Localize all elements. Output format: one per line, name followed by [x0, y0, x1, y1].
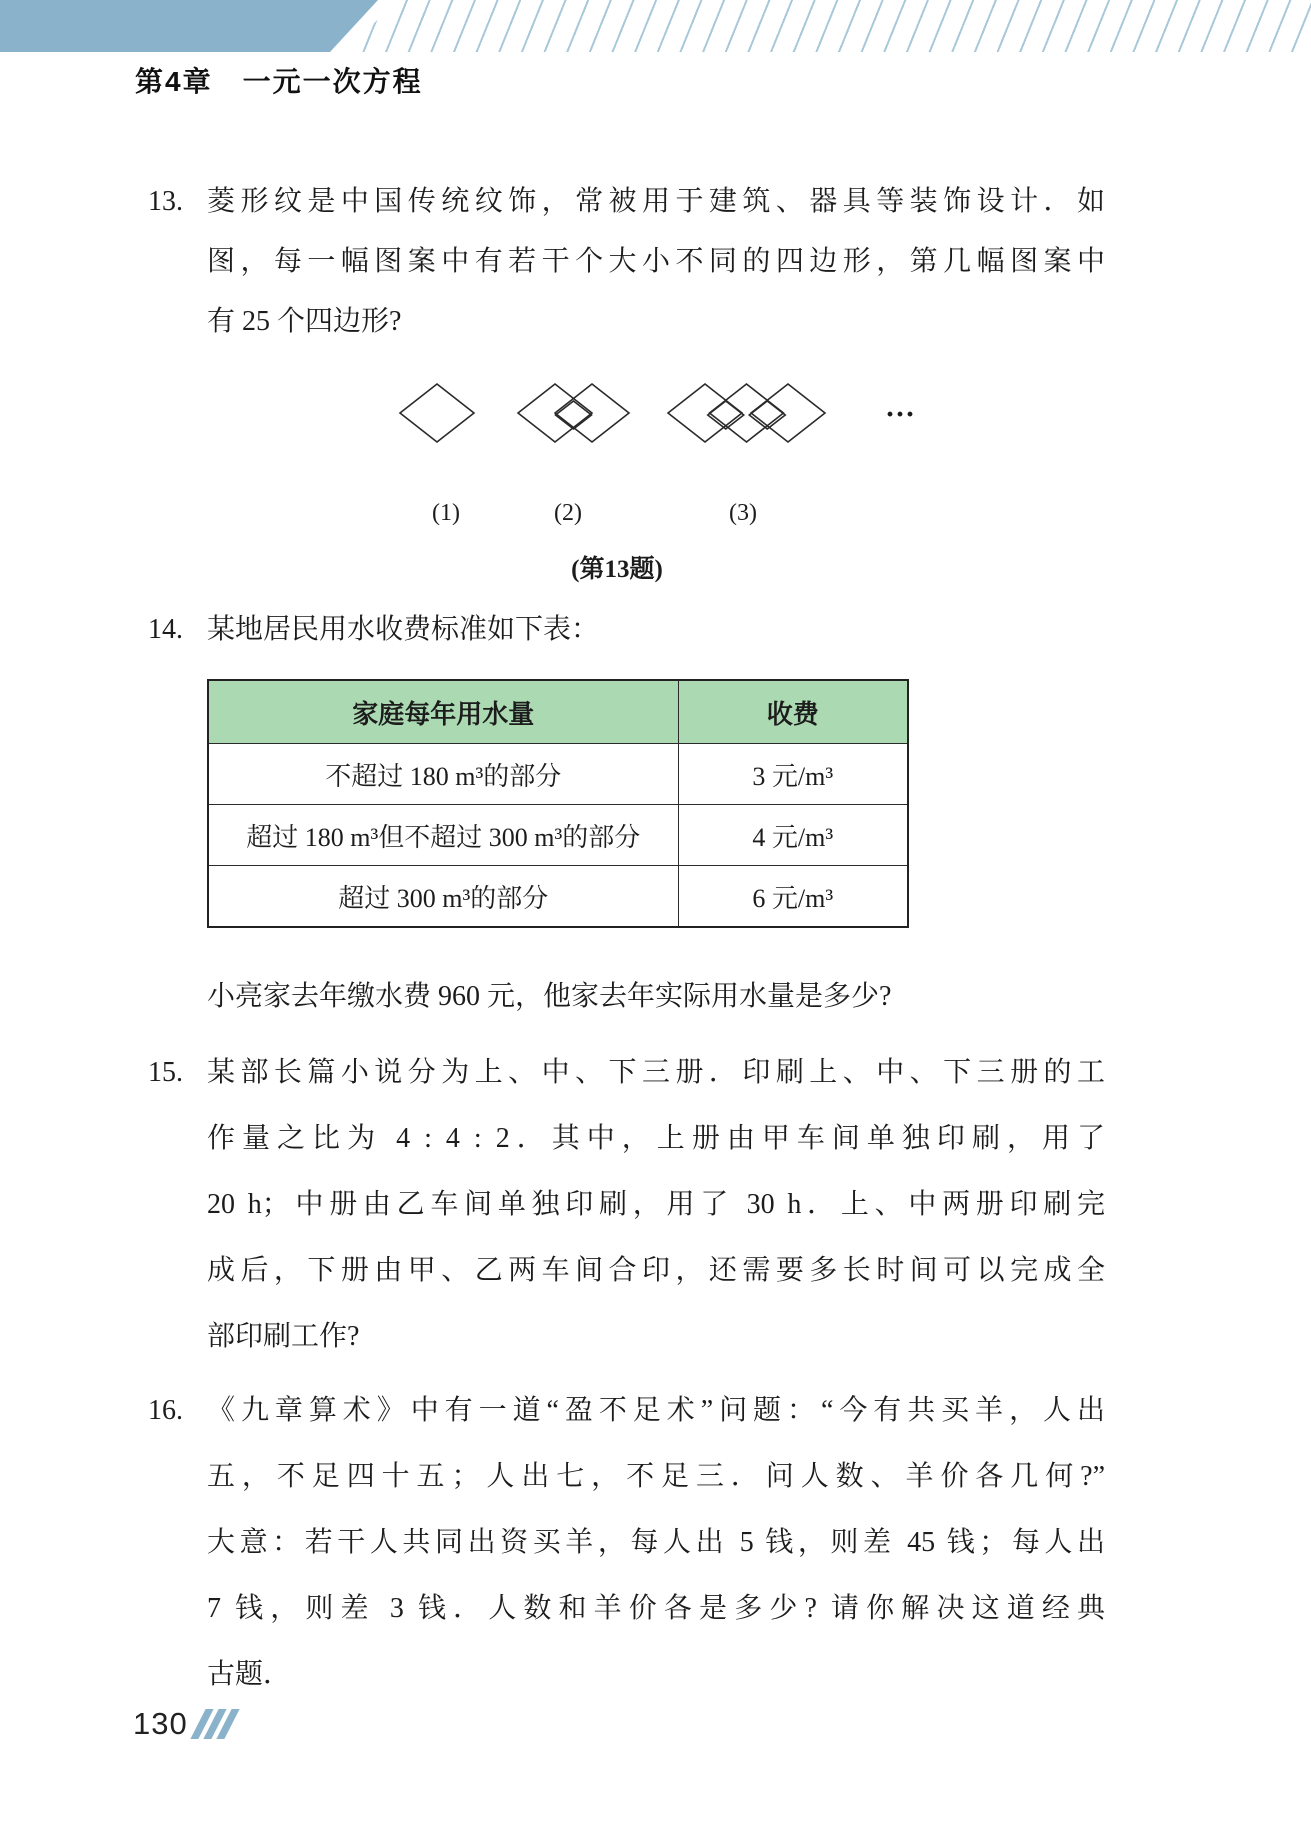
problem-16-line: 五，不足四十五；人出七，不足三．问人数、羊价各几何?” [207, 1461, 1105, 1492]
problem-15-line: 成后，下册由甲、乙两车间合印，还需要多长时间可以完成全 [207, 1255, 1105, 1286]
problem-16 [148, 1378, 1105, 1708]
problem-15-line: 作量之比为 4 : 4 : 2．其中，上册由甲车间单独印刷，用了 [207, 1123, 1105, 1154]
diamond-large [751, 384, 825, 442]
problem-15 [148, 1040, 1105, 1370]
problem-15-number: 15. [148, 1057, 183, 1088]
diamond-large [668, 384, 742, 442]
usage-cell: 超过 180 m³但不超过 300 m³的部分 [208, 805, 678, 866]
page-footer [133, 1706, 237, 1742]
table-header-row [208, 680, 908, 744]
table-row [208, 866, 908, 928]
figure-label-3: (3) [729, 500, 757, 526]
diamond-pattern-figure [300, 380, 960, 450]
problem-15-line: 20 h；中册由乙车间单独印刷，用了 30 h．上、中两册印刷完 [207, 1189, 1105, 1220]
problem-15-line: 某部长篇小说分为上、中、下三册．印刷上、中、下三册的工 [207, 1057, 1105, 1088]
problem-16-line: 古题． [207, 1659, 292, 1690]
header-banner-shape [0, 0, 378, 52]
problem-14 [148, 608, 1105, 652]
figure-label-2: (2) [554, 500, 582, 526]
table-header-usage: 家庭每年用水量 [208, 680, 678, 744]
diamond-small [556, 401, 592, 429]
diamond-large [710, 384, 784, 442]
figure-caption: (第13题) [571, 556, 663, 583]
figure-label-1: (1) [432, 500, 460, 526]
problem-16-number: 16. [148, 1395, 183, 1426]
footer-slashes-icon [198, 1709, 237, 1739]
problem-15-line: 部印刷工作? [207, 1321, 360, 1352]
fee-cell: 4 元/m³ [678, 805, 908, 866]
problem-13-line: 图，每一幅图案中有若干个大小不同的四边形，第几幅图案中 [207, 246, 1105, 277]
fee-cell: 6 元/m³ [678, 866, 908, 928]
problem-14-question: 小亮家去年缴水费 960 元，他家去年实际用水量是多少? [207, 981, 892, 1012]
usage-cell: 超过 300 m³的部分 [208, 866, 678, 928]
problem-14-intro: 某地居民用水收费标准如下表： [207, 614, 600, 645]
chapter-title: 第4章 一元一次方程 [135, 66, 423, 97]
diamond-large [400, 384, 474, 442]
problem-16-line: 7 钱，则差 3 钱．人数和羊价各是多少? 请你解决这道经典 [207, 1593, 1105, 1624]
usage-cell: 不超过 180 m³的部分 [208, 744, 678, 805]
table-row [208, 744, 908, 805]
table-header-fee: 收费 [678, 680, 908, 744]
table-row [208, 805, 908, 866]
problem-16-line: 《九章算术》中有一道“盈不足术”问题：“今有共买羊，人出 [207, 1395, 1105, 1426]
page-number: 130 [133, 1706, 188, 1741]
problem-13 [148, 172, 1105, 352]
fee-cell: 3 元/m³ [678, 744, 908, 805]
problem-14-number: 14. [148, 614, 183, 645]
pattern-ellipsis: ··· [884, 398, 916, 431]
problem-13-number: 13. [148, 186, 183, 217]
problem-13-line: 有 25 个四边形? [207, 306, 402, 337]
header-banner [0, 0, 1311, 52]
header-hatch-pattern [338, 0, 1311, 52]
problem-16-line: 大意：若干人共同出资买羊，每人出 5 钱，则差 45 钱；每人出 [207, 1527, 1105, 1558]
water-fee-table [207, 679, 909, 928]
problem-13-line: 菱形纹是中国传统纹饰，常被用于建筑、器具等装饰设计．如 [207, 186, 1105, 217]
